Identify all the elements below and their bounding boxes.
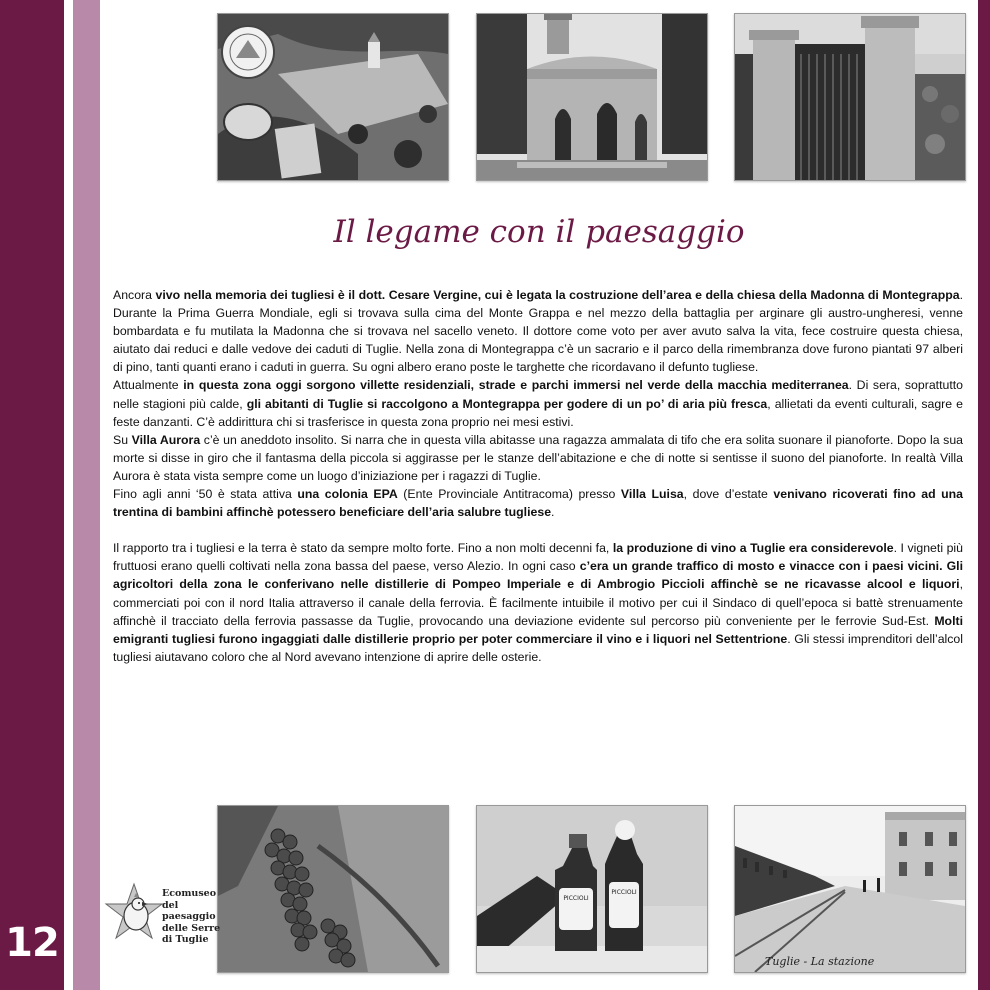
paragraph-montegrappa	[113, 286, 963, 376]
article-body	[113, 286, 963, 666]
text-run: c’è un aneddoto insolito. Si narra che in questa villa abitasse una ragazza ammalata di tifo che era solita suonare il pianoforte. Dopo la sua morte si disse in giro che il fantasma della piccola si aggirasse per le stanze dell’abitazione e che di notte si sentisse il suono del pianoforte. In realtà Villa Aurora è stata vista sempre come un luogo d’iniziazione per i ragazzi di Tuglie.	[113, 432, 963, 483]
page-number: 12	[5, 920, 59, 966]
bold-run: una colonia EPA	[297, 487, 398, 502]
bold-run: la produzione di vino a Tuglie era considerevole	[612, 541, 894, 556]
aerial-view-photo	[217, 13, 449, 181]
text-run: Il rapporto tra i tugliesi e la terra è stato da sempre molto forte. Fino a non molti decenni fa,	[113, 541, 613, 556]
text-run: , allietati da eventi culturali, sagre e feste danzanti. C’è addirittura chi si trasferisce in questa zona proprio nei mesi estivi.	[113, 396, 963, 429]
right-margin-band	[978, 0, 990, 990]
text-run: . Di sera, soprattutto nelle stagioni più calde,	[113, 378, 963, 411]
liquor-bottles-photo	[476, 805, 708, 973]
bold-run: in questa zona oggi sorgono villette residenziali, strade e parchi immersi nel verde della macchia mediterranea	[183, 378, 849, 393]
text-run: .	[551, 505, 555, 520]
text-run: . Durante la Prima Guerra Mondiale, egli si trovava sulla cima del Monte Grappa e nel mezzo della battaglia per arginare gli austro-ungheresi, venne bombardata e fu mutilata la Madonna che si trovava nel sacello veneto. Il dottore come voto per aver avuto salva la vita, fece costruire questa chiesa, aiutato dai reduci e dalle vedove dei caduti di Tuglie. Nella zona di Montegrappa c’è un sacrario e il parco della rimembranza dove furono piantati 97 alberi di pino, tanti quanti erano i caduti in guerra. Su ogni albero erano poste le targhette che ricordavano il defunto tugliese.	[113, 288, 963, 375]
bottle-label: PICCIOLI	[563, 895, 589, 902]
bold-run: gli abitanti di Tuglie si raccolgono a Montegrappa per godere di un po’ di aria più fresca	[246, 396, 768, 411]
bold-run: vivo nella memoria dei tugliesi è il dott. Cesare Vergine, cui è legata la costruzione dell’area e della chiesa della Madonna di Montegrappa	[155, 288, 960, 302]
bold-run: c’era un grande traffico di mosto e vinacce con i paesi vicini. Gli agricoltori della zona le conferivano nelle distillerie di Pompeo Imperiale e di Ambrogio Piccioli affinchè se ne ricavasse alcool e liquori	[113, 559, 964, 592]
gate-photo	[734, 13, 966, 181]
railway-station-photo	[734, 805, 966, 973]
bold-run: Molti emigranti tugliesi furono ingaggiati dalle distillerie proprio per poter commerciare il vino e i liquori nel Settentrione	[113, 613, 963, 646]
ecomuseo-logo	[104, 882, 221, 972]
paragraph-current-zone	[113, 376, 963, 430]
text-run: Su	[113, 432, 132, 447]
text-run: (Ente Provinciale Antitracoma) presso	[397, 487, 621, 502]
bold-run: Villa Luisa	[620, 487, 684, 502]
left-margin-band	[0, 0, 64, 990]
paragraph-wine-production	[113, 539, 963, 666]
bold-run: venivano ricoverati fino ad una trentina di bambini affinchè potessero beneficiare dell’aria salubre tugliese	[113, 487, 963, 520]
paragraph-colonia-epa	[113, 485, 963, 521]
text-run: . Gli stessi imprenditori dell’alcol tugliesi aiutavano coloro che al Nord avevano intenzione di aprire delle osterie.	[113, 631, 963, 664]
page-title: Il legame con il paesaggio	[333, 214, 745, 250]
chapel-photo	[476, 13, 708, 181]
left-accent-band	[73, 0, 100, 990]
text-run: Fino agli anni ‘50 è stata attiva	[113, 487, 298, 502]
bottle-label: PICCIOLI	[611, 889, 637, 896]
text-run: , commerciati poi con il nord Italia attraverso il canale della ferrovia. È facilmente intuibile il motivo per cui il Sindaco di quell’epoca si battè strenuamente affinchè il tracciato della ferrovia passasse da Tuglie, provocando una deviazione evidente sul percorso più conveniente per le ferrovie Sud-Est.	[113, 577, 963, 628]
text-run: . I vigneti più fruttuosi erano quelli coltivati nella zona bassa del paese, verso Alezio. In ogni caso	[113, 541, 963, 574]
chicken-logo-icon	[104, 882, 164, 952]
logo-text: Ecomuseo del paesaggio delle Serre di Tuglie	[162, 888, 221, 945]
bold-run: Villa Aurora	[131, 432, 201, 447]
station-caption: Tuglie - La stazione	[765, 955, 875, 968]
margin-stripe	[64, 0, 73, 990]
paragraph-villa-aurora	[113, 431, 963, 485]
grapes-photo	[217, 805, 449, 973]
text-run: Ancora	[113, 288, 156, 302]
text-run: Attualmente	[113, 378, 184, 393]
text-run: , dove d’estate	[683, 487, 774, 502]
